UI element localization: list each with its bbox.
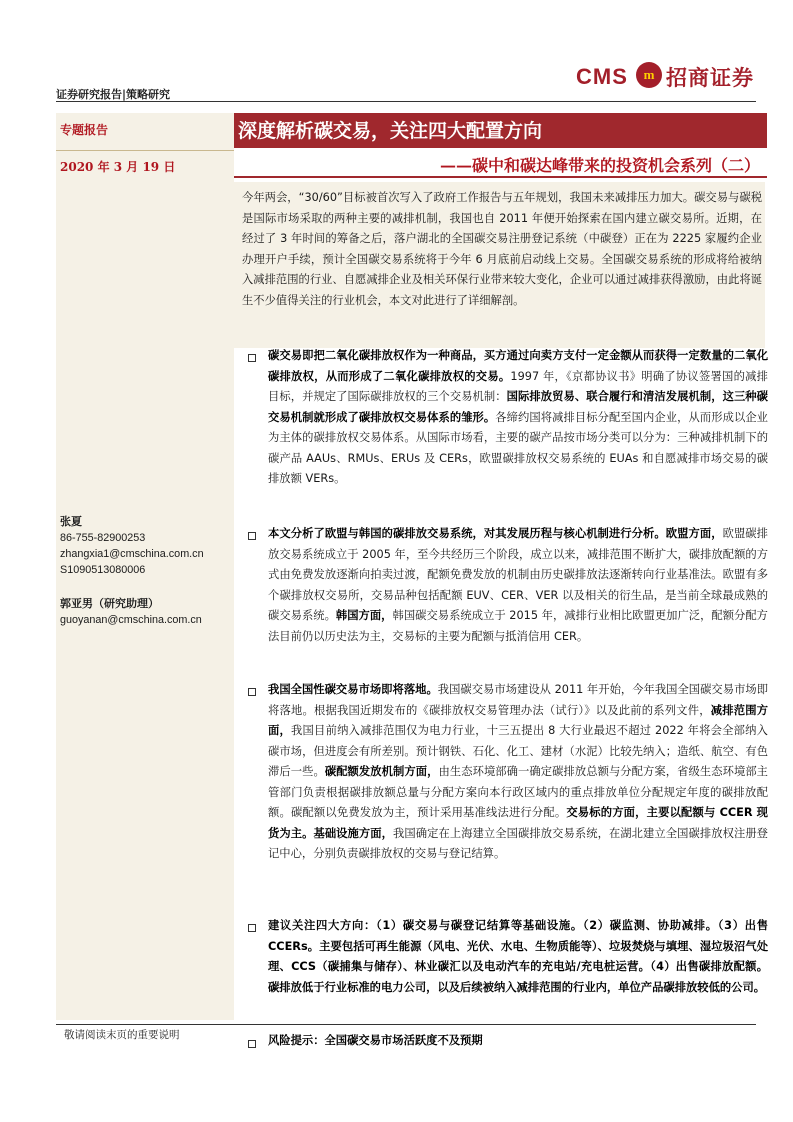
analyst-1-email[interactable]: zhangxia1@cmschina.com.cn	[60, 548, 204, 560]
bullet-item-5	[268, 1031, 768, 1052]
page-subtitle: ——碳中和碳达峰带来的投资机会系列（二）	[439, 156, 760, 175]
logo-emblem-icon: m	[636, 62, 662, 88]
page-title: 深度解析碳交易，关注四大配置方向	[238, 120, 543, 142]
bullet-item-3	[268, 680, 768, 865]
bullet-2-bold-1: 本文分析了欧盟与韩国的碳排放交易系统，对其发展历程与核心机制进行分析。	[268, 527, 666, 540]
bullet-square-icon	[248, 532, 256, 540]
analyst-2-email[interactable]: guoyanan@cmschina.com.cn	[60, 614, 202, 626]
bullet-2-bold-2: 欧盟方面，	[665, 527, 723, 540]
bullet-1-text-1: 1997 年，《京都协议书》明确了协议签署国的减排目标，并规定了国际碳排放权的三个交易机制：	[268, 369, 768, 403]
cms-logo	[576, 58, 760, 96]
analyst-1-license: S1090513080006	[60, 564, 146, 576]
bullet-item-1	[268, 346, 768, 490]
footer-note: 敬请阅读末页的重要说明	[64, 1029, 180, 1041]
analyst-1-name: 张夏	[60, 515, 82, 528]
bullet-3-text-2: 我国目前纳入减排范围仅为电力行业，十三五提出 8 大行业最迟不超过 2022 年将会全部纳入碳市场，但进度会有所差别。预计钢铁、石化、化工、建材（水泥）比较先纳入；造纸、航空、有色滞后一些。	[268, 724, 768, 778]
bullet-item-4	[268, 916, 768, 998]
analyst-1	[60, 514, 204, 578]
bullet-3-text-3: 由生态环境部确一确定碳排放总额与分配方案，省级生态环境部主管部门负责根据碳排放额总量与分配方案向本行政区域内的重点排放单位分配规定年度的碳排放配额。碳配额以免费发放为主，预计采用基准线法进行分配。	[268, 765, 768, 819]
bullet-square-icon	[248, 688, 256, 696]
report-date: 2020 年 3 月 19 日	[60, 160, 176, 174]
bullet-1-bold-1: 碳交易即把二氧化碳排放权作为一种商品，买方通过向卖方支付一定金额从而获得一定数量的二氧化碳排放权，从而形成了二氧化碳排放权的交易。	[268, 349, 768, 383]
bullet-square-icon	[248, 354, 256, 362]
bullet-2-text-1: 欧盟碳排放交易系统成立于 2005 年，至今共经历三个阶段，成立以来，减排范围不断扩大，碳排放配额的方式由免费发放逐渐向拍卖过渡，配额免费发放的机制由历史碳排放法逐渐转向行业基准法。欧盟有多个碳排放权交易所，交易品种包括配额 EUV、CER、VER 以及相关的衍生品，是当前全球最成熟的碳交易系统。	[268, 527, 768, 622]
bullet-3-bold-2: 减排范围方面，	[268, 703, 768, 737]
bullet-3-bold-1: 我国全国性碳交易市场即将落地。	[268, 683, 438, 696]
report-type: 专题报告	[60, 123, 109, 137]
report-category: 证券研究报告|策略研究	[56, 88, 171, 101]
bullet-3-bold-3: 碳配额发放机制方面，	[324, 765, 439, 778]
footer-divider	[56, 1024, 756, 1025]
bullet-1-bold-2: 国际排放贸易、联合履行和清洁发展机制，这三种碳交易机制就形成了碳排放权交易体系的雏形。	[268, 390, 768, 424]
analyst-2-name: 郭亚男（研究助理）	[60, 597, 159, 610]
bullet-square-icon	[248, 1040, 256, 1048]
logo-cms-text: CMS	[576, 64, 628, 89]
bullet-3-bold-4: 交易标的方面，主要以配额与 CCER 现货为主。基础设施方面，	[268, 806, 768, 840]
subtitle-divider	[234, 176, 767, 178]
logo-company-name: 招商证券	[666, 65, 754, 90]
bullet-3-text-4: 我国确定在上海建立全国碳排放交易系统，在湖北建立全国碳排放权注册登记中心，分别负责碳排放权的交易与登记结算。	[268, 826, 768, 860]
sidebar-divider	[56, 150, 234, 151]
bullet-2-bold-3: 韩国方面，	[335, 609, 393, 622]
bullet-square-icon	[248, 924, 256, 932]
bullet-item-2	[268, 524, 768, 647]
bullet-1-text-2: 各缔约国将减排目标分配至国内企业，从而形成以企业为主体的碳排放权交易体系。从国际市场看，主要的碳产品按市场分类可以分为：三种减排机制下的碳产品 AAUs、RMUs、ERUs 及 CERs，欧盟碳排放权交易系统的 EUAs 和自愿减排市场交易的碳排放额 VERs。	[268, 410, 768, 485]
analyst-1-phone: 86-755-82900253	[60, 532, 146, 544]
risk-warning: 风险提示：全国碳交易市场活跃度不及预期	[268, 1034, 483, 1047]
bullet-4-bold-1: 建议关注四大方向：（1）碳交易与碳登记结算等基础设施。（2）碳监测、协助减排。（3）出售 CCERs。主要包括可再生能源（风电、光伏、水电、生物质能等）、垃圾焚烧与填埋、湿垃圾沼气处理、CCS（碳捕集与储存）、林业碳汇以及电动汽车的充电站/充电桩运营。（4）出售碳排放配额。碳排放低于行业标准的电力公司，以及后续被纳入减排范围的行业内，单位产品碳排放较低的公司。	[268, 919, 768, 994]
bullet-2-text-2: 韩国碳交易系统成立于 2015 年，减排行业相比欧盟更加广泛，配额分配方法目前仍以历史法为主，交易标的主要为配额与抵消信用 CER。	[268, 609, 768, 643]
summary-text: 今年两会，“30/60”目标被首次写入了政府工作报告与五年规划，我国未来减排压力加大。碳交易与碳税是国际市场采取的两种主要的减排机制，我国也自 2011 年便开始探索在国内建立碳交易所。近期，在经过了 3 年时间的筹备之后，落户湖北的全国碳交易注册登记系统（中碳登）正在为 2225 家履约企业办理开户手续，预计全国碳交易系统将于今年 6 月底前启动线上交易。全国碳交易系统的形成将给被纳入减排范围的行业、自愿减排企业及相关环保行业带来较大变化，企业可以通过减排获得激励，由此将诞生不少值得关注的行业机会，本文对此进行了详细解剖。	[242, 191, 762, 307]
header-divider	[56, 101, 756, 102]
analyst-2	[60, 596, 202, 628]
bullet-3-text-1: 我国碳交易市场建设从 2011 年开始，今年我国全国碳交易市场即将落地。根据我国近期发布的《碳排放权交易管理办法（试行）》以及此前的系列文件，	[268, 683, 768, 717]
